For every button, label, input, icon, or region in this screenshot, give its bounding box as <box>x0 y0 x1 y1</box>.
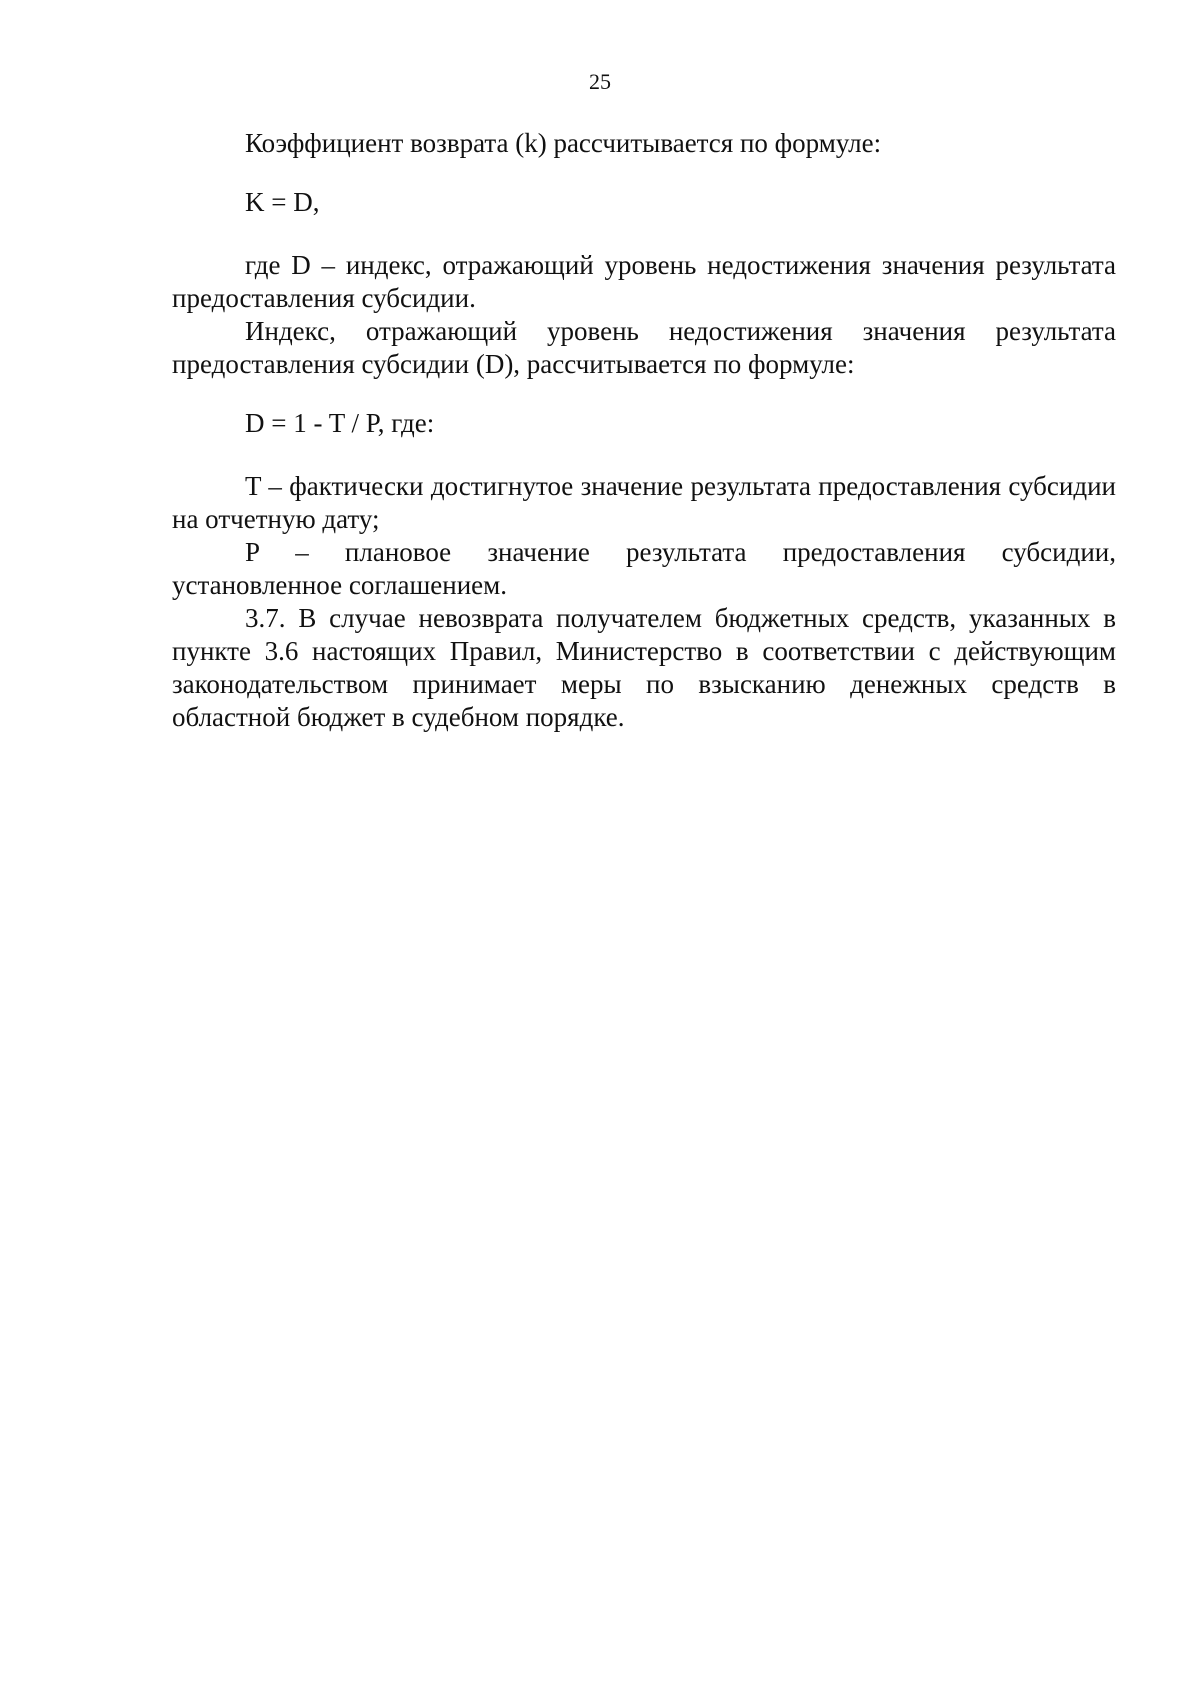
paragraph-p-definition: P – плановое значение результата предоставления субсидии, установленное соглашением. <box>172 537 1116 600</box>
document-body <box>172 127 1116 734</box>
paragraph-d-definition: где D – индекс, отражающий уровень недостижения значения результата предоставления субсидии. <box>172 250 1116 313</box>
paragraph-t-definition: T – фактически достигнутое значение результата предоставления субсидии на отчетную дату; <box>172 471 1116 534</box>
formula-k: K = D, <box>245 187 320 217</box>
paragraph-return-coefficient: Коэффициент возврата (k) рассчитывается по формуле: <box>245 128 882 158</box>
formula-d: D = 1 - T / P, где: <box>245 408 435 438</box>
paragraph-index-formula: Индекс, отражающий уровень недостижения значения результата предоставления субсидии (D), рассчитывается по формуле: <box>172 316 1116 379</box>
paragraph-section-3-7: 3.7. В случае невозврата получателем бюджетных средств, указанных в пункте 3.6 настоящих Правил, Министерство в соответствии с действующим законодательством принимает меры по взысканию денежных средств в областной бюджет в судебном порядке. <box>172 603 1116 732</box>
page-number: 25 <box>589 69 611 94</box>
